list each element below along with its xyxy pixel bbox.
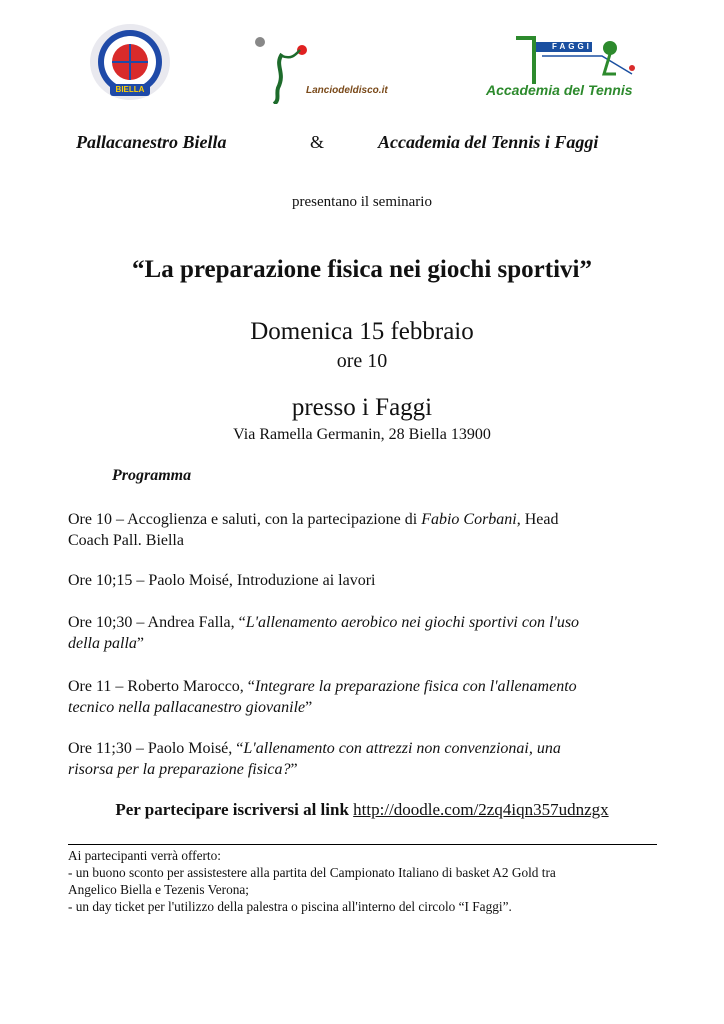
program-talk-title: L'allenamento aerobico nei giochi sportivi con l'uso (245, 614, 580, 631)
footer-line: Ai partecipanti verrà offerto: (68, 848, 221, 863)
event-time: ore 10 (336, 350, 388, 372)
footer-notes (68, 847, 658, 915)
program-text: ” (305, 699, 313, 716)
program-speaker: Fabio Corbani (421, 511, 517, 528)
program-talk-title: Integrare la preparazione fisica con l'allenamento (254, 678, 577, 695)
program-heading: Programma (112, 467, 192, 484)
event-venue: presso i Faggi (291, 394, 433, 421)
logo-caption-lanciodeldisco: Lanciodeldisco.it (306, 85, 388, 96)
event-date: Domenica 15 febbraio (250, 318, 474, 345)
program-text: Ore 10;15 – Paolo Moisé, Introduzione ai lavori (68, 572, 376, 589)
logo-top-text-faggi: FAGGI (552, 42, 592, 51)
footer-line: - un buono sconto per assistestere alla partita del Campionato Italiano di basket A2 Gold tra (68, 865, 556, 880)
event-address: Via Ramella Germanin, 28 Biella 13900 (233, 426, 491, 443)
footer-line: - un day ticket per l'utilizzo della palestra o piscina all'interno del circolo “I Faggi”. (68, 899, 512, 914)
program-text: , Head (516, 511, 559, 528)
program-text: Coach Pall. Biella (68, 532, 184, 549)
logo-caption-accademia: Accademia del Tennis (486, 82, 633, 98)
program-item (68, 570, 668, 591)
program-text: ” (136, 635, 144, 652)
program-item (68, 676, 668, 718)
org-left: Pallacanestro Biella (76, 132, 227, 152)
org-right: Accademia del Tennis i Faggi (378, 132, 599, 152)
program-text: ” (290, 761, 298, 778)
program-text: Ore 10;30 – Andrea Falla, “ (68, 614, 246, 631)
seminar-title: “La preparazione fisica nei giochi sportivi” (132, 256, 592, 283)
footer-line: Angelico Biella e Tezenis Verona; (68, 882, 249, 897)
program-text: Ore 11 – Roberto Marocco, “ (68, 678, 255, 695)
program-talk-title: tecnico nella pallacanestro giovanile (68, 699, 306, 716)
program-talk-title: risorsa per la preparazione fisica? (68, 761, 291, 778)
signup-line (0, 800, 724, 820)
signup-text: Per partecipare iscriversi al link (115, 800, 349, 819)
logo-caption-biella: BIELLA (115, 85, 145, 94)
program-item (68, 738, 668, 780)
program-text: Ore 11;30 – Paolo Moisé, “ (68, 740, 244, 757)
program-talk-title: L'allenamento con attrezzi non convenzionai, una (243, 740, 561, 757)
org-ampersand: & (310, 132, 325, 152)
signup-link[interactable]: http://doodle.com/2zq4iqn357udnzgx (353, 800, 609, 819)
program-item (68, 612, 668, 654)
intro-text: presentano il seminario (292, 194, 432, 210)
program-talk-title: della palla (68, 635, 137, 652)
program-item (68, 509, 668, 551)
footer-divider (68, 844, 657, 845)
program-text: Ore 10 – Accoglienza e saluti, con la partecipazione di (68, 511, 422, 528)
